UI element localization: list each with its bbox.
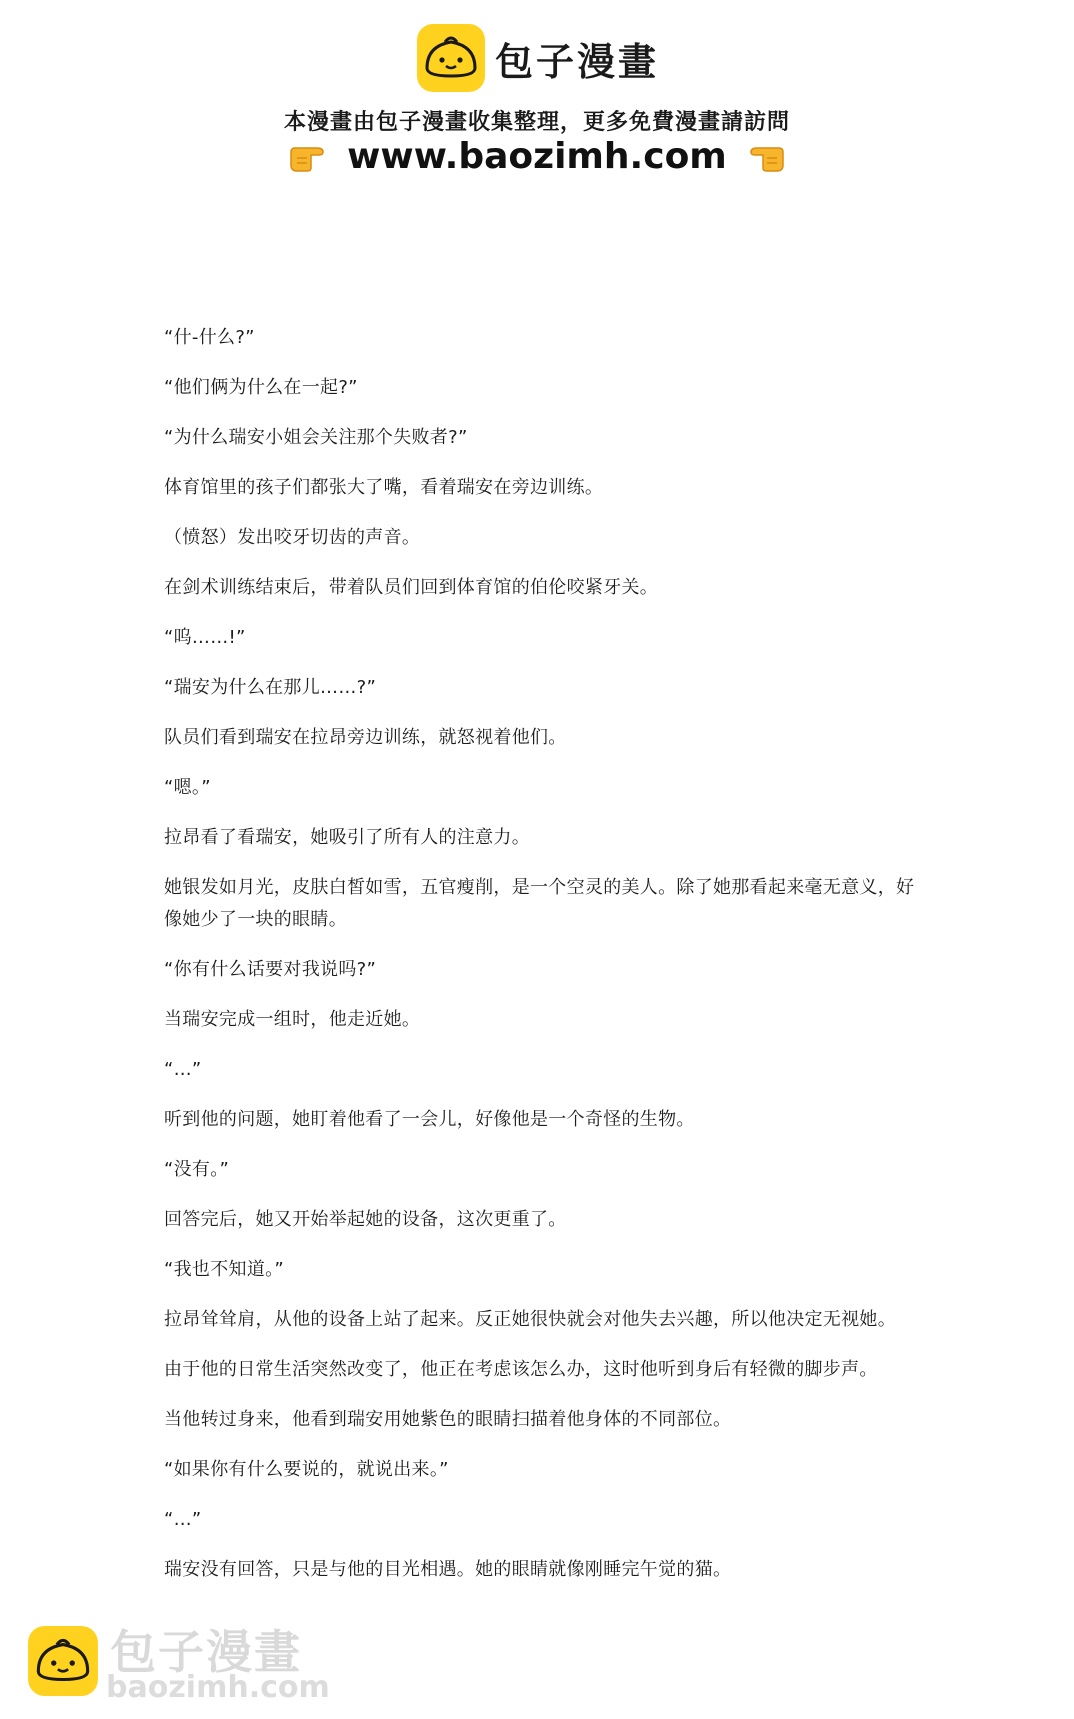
paragraph: “为什么瑞安小姐会关注那个失败者?” xyxy=(164,427,468,448)
watermark xyxy=(26,1620,346,1705)
paragraph: 当他转过身来，他看到瑞安用她紫色的眼睛扫描着他身体的不同部位。 xyxy=(164,1409,732,1430)
paragraph: 拉昂看了看瑞安，她吸引了所有人的注意力。 xyxy=(164,827,530,848)
paragraph: “…” xyxy=(164,1509,202,1530)
watermark-title: 包子漫畫 xyxy=(110,1625,302,1679)
paragraph: “瑞安为什么在那儿……?” xyxy=(164,677,377,698)
site-url-link[interactable]: www.baozimh.com xyxy=(347,136,727,177)
paragraph: “你有什么话要对我说吗?” xyxy=(164,959,377,980)
paragraph: “呜……!” xyxy=(164,627,246,648)
paragraph: 回答完后，她又开始举起她的设备，这次更重了。 xyxy=(164,1209,567,1230)
paragraph: “…” xyxy=(164,1059,202,1080)
baozi-watermark-icon xyxy=(26,1624,100,1698)
paragraph: “没有。” xyxy=(164,1159,230,1180)
paragraph: “他们俩为什么在一起?” xyxy=(164,377,358,398)
paragraph: 由于他的日常生活突然改变了，他正在考虑该怎么办，这时他听到身后有轻微的脚步声。 xyxy=(164,1359,878,1380)
site-banner xyxy=(0,0,1074,190)
paragraph: 她银发如月光，皮肤白皙如雪，五官瘦削，是一个空灵的美人。除了她那看起来毫无意义，好像她少了一块的眼睛。 xyxy=(164,877,915,930)
logo-row[interactable] xyxy=(0,22,1074,94)
paragraph: 听到他的问题，她盯着他看了一会儿，好像他是一个奇怪的生物。 xyxy=(164,1109,695,1130)
tagline: 本漫畫由包子漫畫收集整理，更多免費漫畫請訪問 xyxy=(283,110,790,135)
pointing-left-hand-icon xyxy=(743,140,787,174)
paragraph: “我也不知道。” xyxy=(164,1259,285,1280)
paragraph: 队员们看到瑞安在拉昂旁边训练，就怒视着他们。 xyxy=(164,727,567,748)
paragraph: （愤怒）发出咬牙切齿的声音。 xyxy=(164,527,421,548)
paragraph: 拉昂耸耸肩，从他的设备上站了起来。反正她很快就会对他失去兴趣，所以他决定无视她。 xyxy=(164,1309,896,1330)
watermark-url: baozimh.com xyxy=(106,1670,330,1705)
url-row xyxy=(0,136,1074,177)
paragraph: 体育馆里的孩子们都张大了嘴，看着瑞安在旁边训练。 xyxy=(164,477,604,498)
paragraph: 瑞安没有回答，只是与他的目光相遇。她的眼睛就像刚睡完午觉的猫。 xyxy=(164,1559,732,1580)
logo-text: 包子漫畫 xyxy=(494,39,659,84)
paragraph: “嗯。” xyxy=(164,777,211,798)
paragraph: 当瑞安完成一组时，他走近她。 xyxy=(164,1009,421,1030)
baozi-logo-icon xyxy=(415,22,487,94)
paragraph: “如果你有什么要说的，就说出来。” xyxy=(164,1459,449,1480)
paragraph: “什-什么?” xyxy=(164,327,255,348)
pointing-right-hand-icon xyxy=(287,140,331,174)
paragraph: 在剑术训练结束后，带着队员们回到体育馆的伯伦咬紧牙关。 xyxy=(164,577,659,598)
chapter-text xyxy=(164,322,924,1604)
